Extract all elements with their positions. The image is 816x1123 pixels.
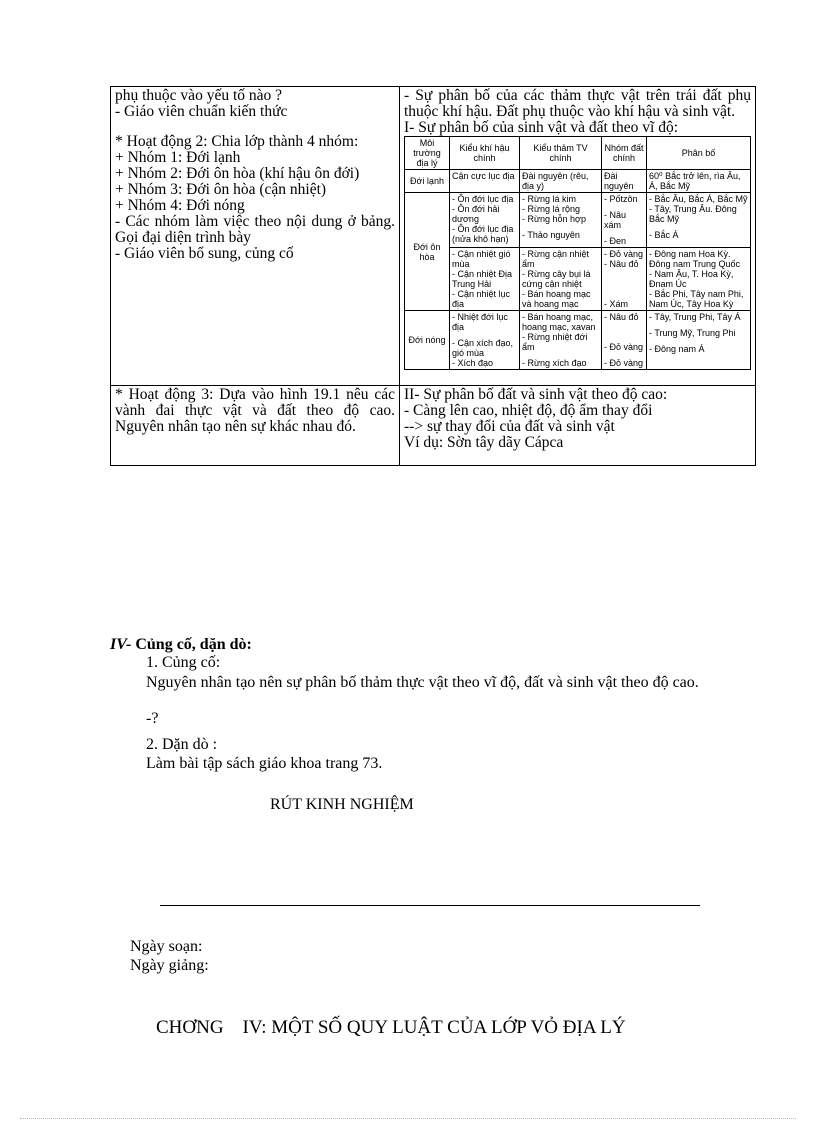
table-cell (647, 311, 751, 370)
line: + Nhóm 4: Đới nóng (115, 197, 245, 214)
cell-line: - Trung Mỹ, Trung Phi (649, 328, 736, 338)
table-cell (450, 311, 520, 370)
table-cell (602, 193, 647, 248)
cell-line: - Bán hoang mạc, hoang mạc, xavan (522, 312, 596, 332)
section-heading: II- Sự phân bố đất và sinh vật theo độ cao: (404, 386, 668, 403)
line: + Nhóm 1: Đới lạnh (115, 149, 241, 166)
cell-line: - Nâu đỏ (604, 312, 639, 322)
paragraph: Nguyên nhân tạo nên sự phân bố thảm thực vật theo vĩ độ, đất và sinh vật theo độ cao. (146, 674, 699, 691)
subheading: 2. Dặn dò : (146, 736, 218, 753)
cell-line: - Đỏ vàng (604, 358, 644, 368)
table-cell: Cận cực lục địa (450, 170, 520, 193)
cell-line: - Rừng lá kim (522, 194, 577, 204)
cell-line: - Bắc Âu, Bắc Á, Bắc Mỹ (649, 194, 748, 204)
cell-line: - Nâu xám (604, 210, 627, 230)
subheading: 1. Củng cố: (146, 654, 221, 671)
cell-line: - Nhiệt đới lục địa (452, 312, 508, 332)
line: * Hoạt động 2: Chia lớp thành 4 nhóm: (115, 133, 359, 150)
header-row (405, 137, 751, 170)
header-cell: Kiểu thảm TV chính (520, 137, 602, 170)
cell-line: - Rừng xích đạo (522, 358, 587, 368)
activity-cell (111, 87, 400, 386)
cell-line: - Ôn đới hải dương (452, 204, 500, 224)
cell-line: - Tây, Trung Phi, Tây Á (649, 312, 741, 322)
table-row (405, 170, 751, 193)
cell-line: - Thảo nguyên (522, 230, 580, 240)
line: - Giáo viên chuẩn kiến thức (115, 103, 288, 120)
table-cell (602, 248, 647, 311)
cell-line: - Rừng nhiệt đới ẩm (522, 332, 588, 352)
divider (160, 905, 700, 906)
chapter-title: CHƠNG IV: MỘT SỐ QUY LUẬT CỦA LỚP VỎ ĐỊA LÝ (156, 1017, 626, 1038)
table-cell (647, 193, 751, 248)
line: + Nhóm 3: Đới ôn hòa (cận nhiệt) (115, 181, 327, 198)
table-cell (520, 311, 602, 370)
cell-line: - Đông nam Á (649, 344, 705, 354)
table-cell (602, 311, 647, 370)
table-row (405, 193, 751, 248)
cell-line: - Cận nhiệt lục địa (452, 289, 511, 309)
cell-line: - Ôn đới lục địa (nửa khô hạn) (452, 224, 514, 244)
header-cell: Môi trường địa lý (405, 137, 450, 170)
line: - Càng lên cao, nhiệt độ, độ ẩm thay đổi (404, 402, 653, 419)
zone-table (404, 136, 751, 370)
cell-line: - Cận nhiệt gió mùa (452, 249, 511, 269)
cell-line: - Cận xích đạo, gió mùa (452, 338, 514, 358)
table-row (405, 248, 751, 311)
cell-line: - Đỏ vàng (604, 249, 644, 259)
line: + Nhóm 2: Đới ôn hòa (khí hậu ôn đới) (115, 165, 360, 182)
cell-line: - Đen (604, 236, 627, 246)
section-heading: IV- Củng cố, dặn dò: (110, 636, 252, 653)
cell-line: - Pốtzôn (604, 194, 638, 204)
zone-cell: Đới nóng (405, 311, 450, 370)
cell-line: - Ôn đới lục địa (452, 194, 514, 204)
table-cell (647, 248, 751, 311)
table-row (111, 87, 756, 386)
cell-line: - Đông nam Hoa Kỳ. Đông nam Trung Quốc (649, 249, 741, 269)
cell-line: - Bán hoang mạc và hoang mạc (522, 289, 591, 309)
section-heading: I- Sự phân bố của sinh vật và đất theo vĩ độ: (404, 119, 678, 136)
cell-line: - Rừng cận nhiệt ẩm (522, 249, 590, 269)
paragraph: Làm bài tập sách giáo khoa trang 73. (146, 755, 383, 772)
cell-line: - Xám (604, 299, 629, 309)
line: --> sự thay đổi của đất và sinh vật (404, 418, 615, 435)
zone-cell: Đới ôn hòa (405, 193, 450, 311)
date-prepared: Ngày soạn: (130, 938, 203, 955)
cell-line: - Cận nhiệt Địa Trung Hải (452, 269, 513, 289)
activity-3-text: * Hoạt động 3: Dựa vào hình 19.1 nêu các vành đai thực vật và đất theo độ cao. Nguyên nhân tạo nên sự khác nhau đó. (115, 386, 395, 435)
table-cell (450, 193, 520, 248)
line: Ví dụ: Sờn tây dãy Cápca (404, 434, 564, 451)
header-cell: Phân bố (647, 137, 751, 170)
cell-line: - Xích đạo (452, 358, 494, 368)
cell-line: - Rừng cây bụi lá cứng cận nhiệt (522, 269, 591, 289)
cell-line: - Bắc Á (649, 230, 679, 240)
cell-line: - Nâu đỏ (604, 259, 639, 269)
line: phụ thuộc vào yếu tố nào ? (115, 87, 283, 104)
line: -? (146, 710, 159, 727)
table-cell: Đài nguyên (rêu, địa y) (520, 170, 602, 193)
activity-cell (111, 386, 400, 466)
table-cell (520, 193, 602, 248)
header-cell: Kiểu khí hậu chính (450, 137, 520, 170)
content-cell (400, 386, 756, 466)
table-cell (450, 248, 520, 311)
table-row (405, 311, 751, 370)
cell-line: - Tây, Trung Âu. Đông Bắc Mỹ (649, 204, 737, 224)
table-cell: Đài nguyên (602, 170, 647, 193)
table-cell: 60⁰ Bắc trở lên, rìa Âu, Á, Bắc Mỹ (647, 170, 751, 193)
line: - Giáo viên bổ sung, củng cố (115, 245, 294, 262)
table-row (111, 386, 756, 466)
intro-text: - Sự phân bố của các thảm thực vật trên trái đất phụ thuộc khí hậu. Đất phụ thuộc vào khí hậu và sinh vật. (404, 87, 751, 120)
zone-cell: Đới lạnh (405, 170, 450, 193)
cell-line: - Nam Âu, T. Hoa Kỳ, Đnam Úc (649, 269, 734, 289)
cell-line: - Bắc Phi, Tây nam Phi, Nam Úc, Tây Hoa Kỳ (649, 289, 744, 309)
line: - Các nhóm làm việc theo nội dung ở bảng. Gọi đại diện trình bày (115, 213, 395, 246)
lesson-table (110, 86, 756, 466)
divider (20, 1118, 796, 1119)
date-taught: Ngày giảng: (130, 957, 209, 974)
rut-kinh-nghiem-title: RÚT KINH NGHIỆM (270, 796, 414, 813)
content-cell (400, 87, 756, 386)
table-cell (520, 248, 602, 311)
cell-line: - Rừng lá rộng - Rừng hỗn hợp (522, 204, 586, 224)
cell-line: - Đỏ vàng (604, 342, 644, 352)
header-cell: Nhóm đất chính (602, 137, 647, 170)
